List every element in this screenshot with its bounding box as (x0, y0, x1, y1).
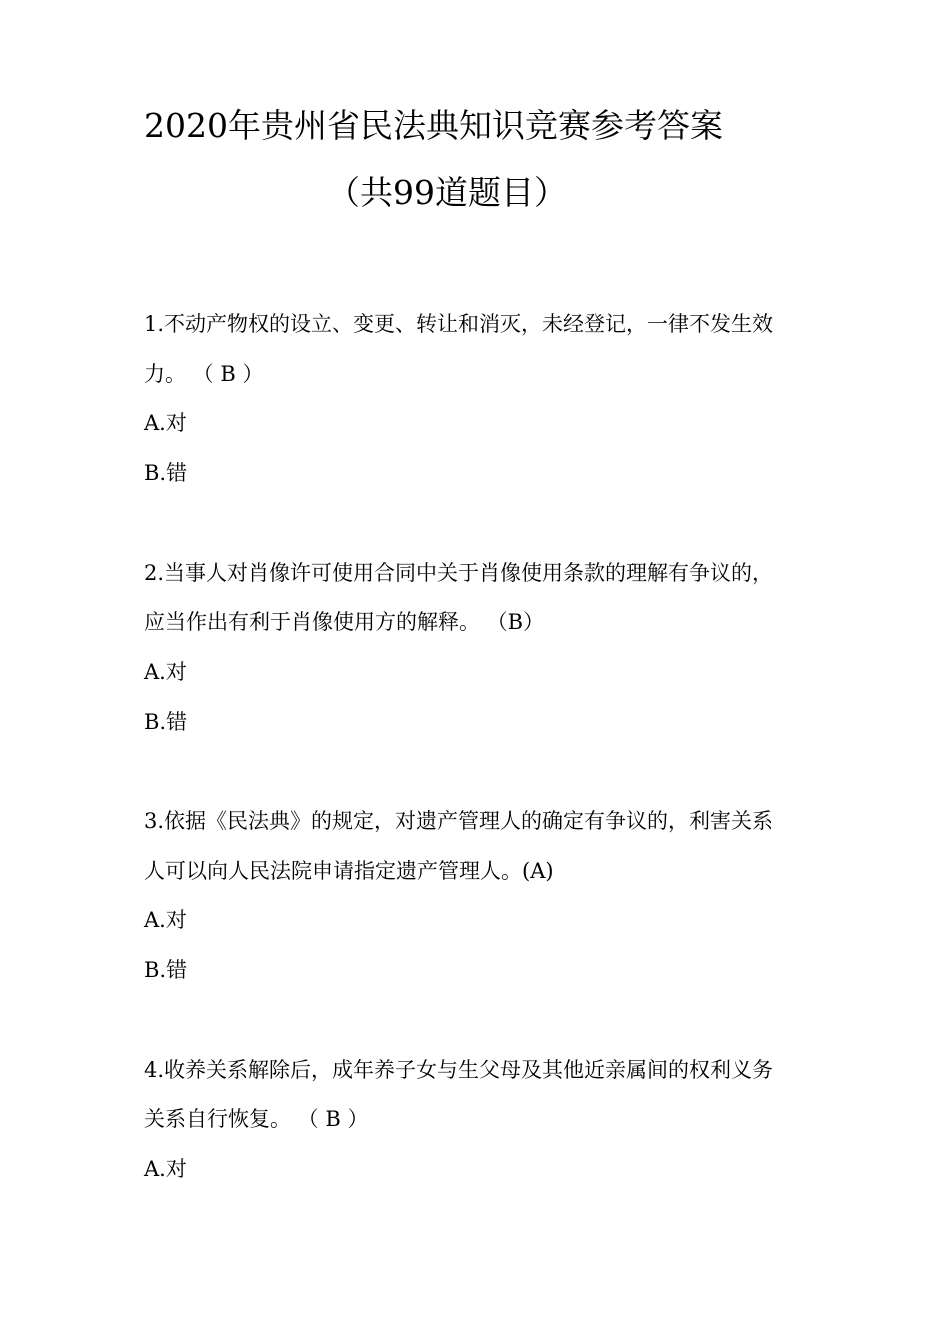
question-3-text-line-1: 3.依据《民法典》的规定，对遗产管理人的确定有争议的，利害关系 (144, 809, 774, 833)
document-subtitle: （共99道题目） (327, 173, 567, 212)
question-3-option-a: A.对 (144, 908, 187, 932)
question-1-text-line-2: 力。 （ B ） (144, 362, 264, 386)
question-1-text-line-1: 1.不动产物权的设立、变更、转让和消灭，未经登记，一律不发生效 (144, 312, 774, 336)
question-3-option-b: B.错 (144, 958, 188, 982)
question-2-text-line-1: 2.当事人对肖像许可使用合同中关于肖像使用条款的理解有争议的， (144, 561, 774, 585)
document-title: 2020年贵州省民法典知识竞赛参考答案 (144, 106, 723, 145)
question-4-text-line-2: 关系自行恢复。 （ B ） (144, 1107, 369, 1131)
question-2-option-a: A.对 (144, 660, 187, 684)
question-1-option-a: A.对 (144, 411, 187, 435)
question-2-option-b: B.错 (144, 710, 188, 734)
question-4-option-a: A.对 (144, 1157, 187, 1181)
question-3-text-line-2: 人可以向人民法院申请指定遗产管理人。(A) (144, 859, 554, 883)
question-4-text-line-1: 4.收养关系解除后，成年养子女与生父母及其他近亲属间的权利义务 (144, 1058, 774, 1082)
question-1-option-b: B.错 (144, 461, 188, 485)
question-2-text-line-2: 应当作出有利于肖像使用方的解释。 （B） (144, 610, 545, 634)
